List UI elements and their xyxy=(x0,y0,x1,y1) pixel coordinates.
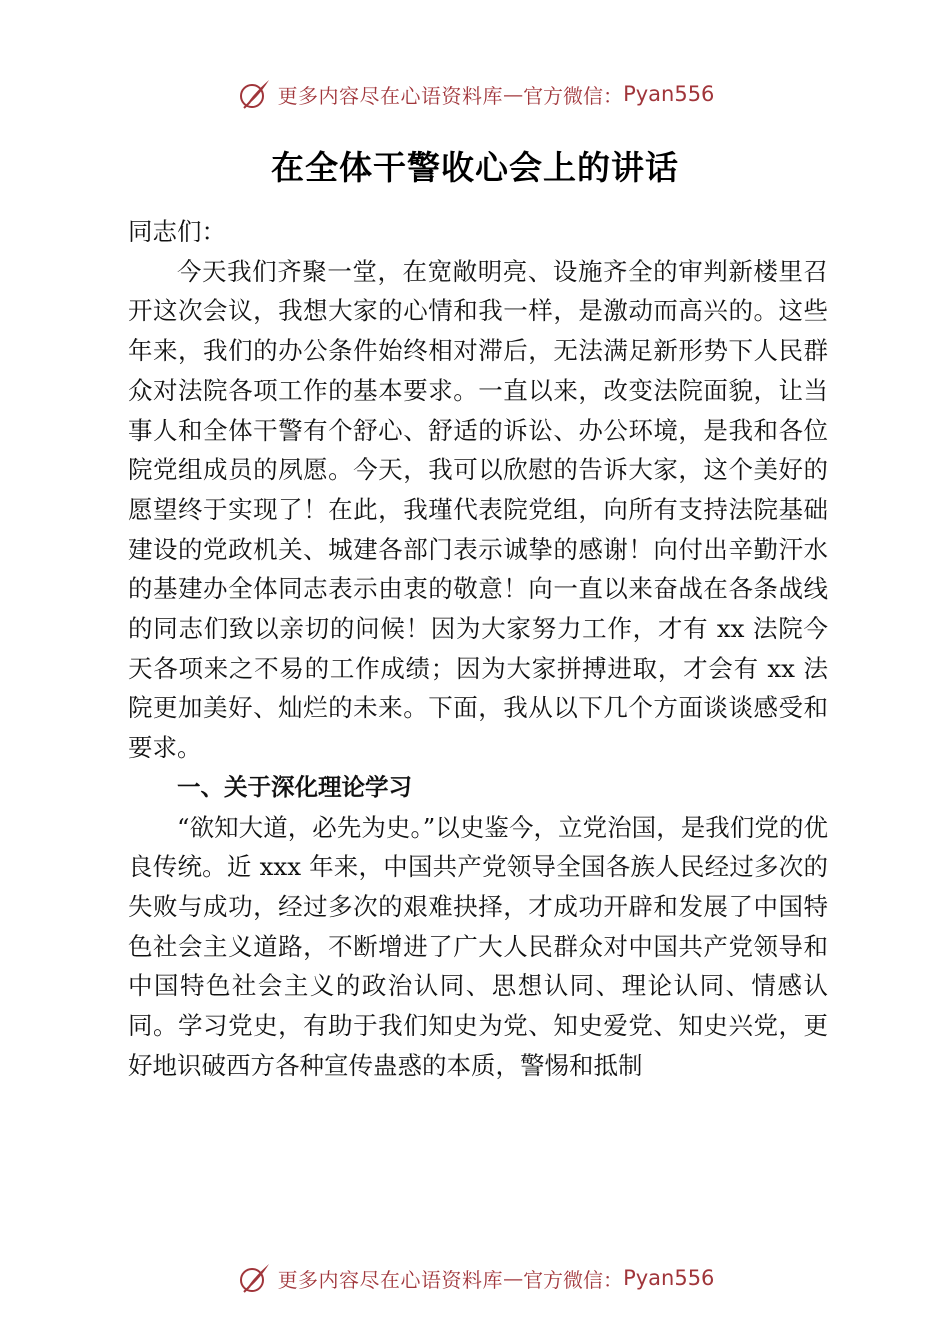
feather-logo-icon xyxy=(236,1260,272,1296)
salutation: 同志们： xyxy=(128,217,226,246)
footer-watermark-banner xyxy=(0,1258,950,1298)
banner-text: 更多内容尽在心语资料库 xyxy=(277,1267,504,1292)
banner-wechat-id: Pyan556 xyxy=(623,82,715,106)
banner-wechat-label: 官方微信： xyxy=(523,83,624,108)
document-title: 在全体干警收心会上的讲话 xyxy=(271,148,679,187)
header-watermark-banner xyxy=(0,74,950,114)
banner-text: 更多内容尽在心语资料库 xyxy=(277,83,504,108)
feather-logo-icon xyxy=(236,76,272,112)
section-heading-1: 一、关于深化理论学习 xyxy=(177,772,412,801)
banner-dash: — xyxy=(503,1266,524,1290)
banner-dash: — xyxy=(503,82,524,106)
banner-wechat-label: 官方微信： xyxy=(523,1267,624,1292)
paragraph-2: “欲知大道，必先为史。”以史鉴今，立党治国，是我们党的优良传统。近 xxx 年来，中国共产党领导全国各族人民经过多次的失败与成功，经过多次的艰难抉择，才成功开辟和发展了中国特色社会主义道路，不断增进了广大人民群众对中国共产党领导和中国特色社会主义的政治认同、思想认同、理论认同、情感认同。学习党史，有助于我们知史为党、知史爱党、知史兴党，更好地识破西方各种宣传蛊惑的本质，警惕和抵制 xyxy=(128,812,828,1080)
banner-wechat-id: Pyan556 xyxy=(623,1266,715,1290)
paragraph-1: 今天我们齐聚一堂，在宽敞明亮、设施齐全的审判新楼里召开这次会议，我想大家的心情和我一样，是激动而高兴的。这些年来，我们的办公条件始终相对滞后，无法满足新形势下人民群众对法院各项工作的基本要求。一直以来，改变法院面貌，让当事人和全体干警有个舒心、舒适的诉讼、办公环境，是我和各位院党组成员的夙愿。今天，我可以欣慰的告诉大家，这个美好的愿望终于实现了！在此，我瑾代表院党组，向所有支持法院基础建设的党政机关、城建各部门表示诚挚的感谢！向付出辛勤汗水的基建办全体同志表示由衷的敬意！向一直以来奋战在各条战线的同志们致以亲切的问候！因为大家努力工作，才有 xx 法院今天各项来之不易的工作成绩；因为大家拼搏进取，才会有 xx 法院更加美好、灿烂的未来。下面，我从以下几个方面谈谈感受和要求。 xyxy=(128,256,828,763)
document-body xyxy=(128,212,828,1085)
